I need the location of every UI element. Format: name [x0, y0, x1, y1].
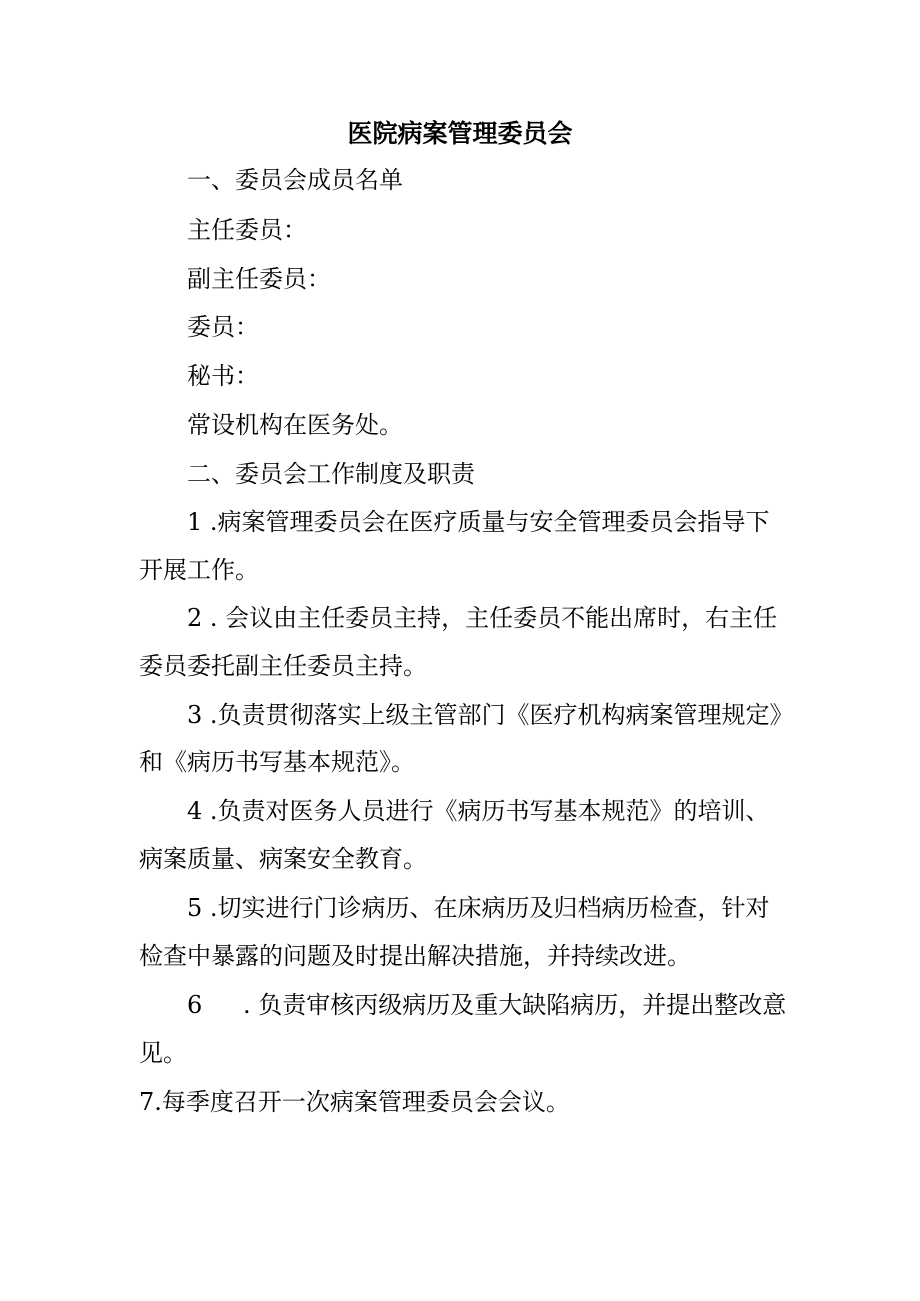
- item-1-line-1: 1 .病案管理委员会在医疗质量与安全管理委员会指导下: [187, 508, 770, 536]
- director-label: 主任委员：: [187, 216, 307, 244]
- item-5-line-1: 5 .切实进行门诊病历、在床病历及归档病历检查，针对: [187, 894, 770, 922]
- item-4-line-2: 病案质量、病案安全教育。: [139, 845, 427, 873]
- item-3-line-2: 和《病历书写基本规范》。: [139, 748, 415, 776]
- secretary-label: 秘书：: [187, 362, 259, 390]
- item-2-line-1: 2 . 会议由主任委员主持，主任委员不能出席时，右主任: [187, 604, 778, 632]
- document-title: 医院病案管理委员会: [347, 119, 573, 148]
- office-text: 常设机构在医务处。: [187, 411, 403, 439]
- item-2-line-2: 委员委托副主任委员主持。: [139, 652, 427, 680]
- item-7-line-1: 7.每季度召开一次病案管理委员会会议。: [139, 1088, 570, 1116]
- item-6-line-2: 见。: [139, 1039, 187, 1067]
- members-label: 委员：: [187, 313, 259, 341]
- item-6-line-1: . 负责审核丙级病历及重大缺陷病历，并提出整改意: [243, 991, 787, 1019]
- item-3-line-1: 3 .负责贯彻落实上级主管部门《医疗机构病案管理规定》: [187, 701, 794, 729]
- item-6-number: 6: [187, 991, 203, 1019]
- item-5-line-2: 检查中暴露的问题及时提出解决措施，并持续改进。: [139, 942, 691, 970]
- vice-director-label: 副主任委员：: [187, 265, 331, 293]
- item-1-line-2: 开展工作。: [139, 556, 259, 584]
- item-4-line-1: 4 .负责对医务人员进行《病历书写基本规范》的培训、: [187, 797, 770, 825]
- section1-heading: 一、委员会成员名单: [187, 166, 403, 194]
- section2-heading: 二、委员会工作制度及职责: [187, 460, 475, 488]
